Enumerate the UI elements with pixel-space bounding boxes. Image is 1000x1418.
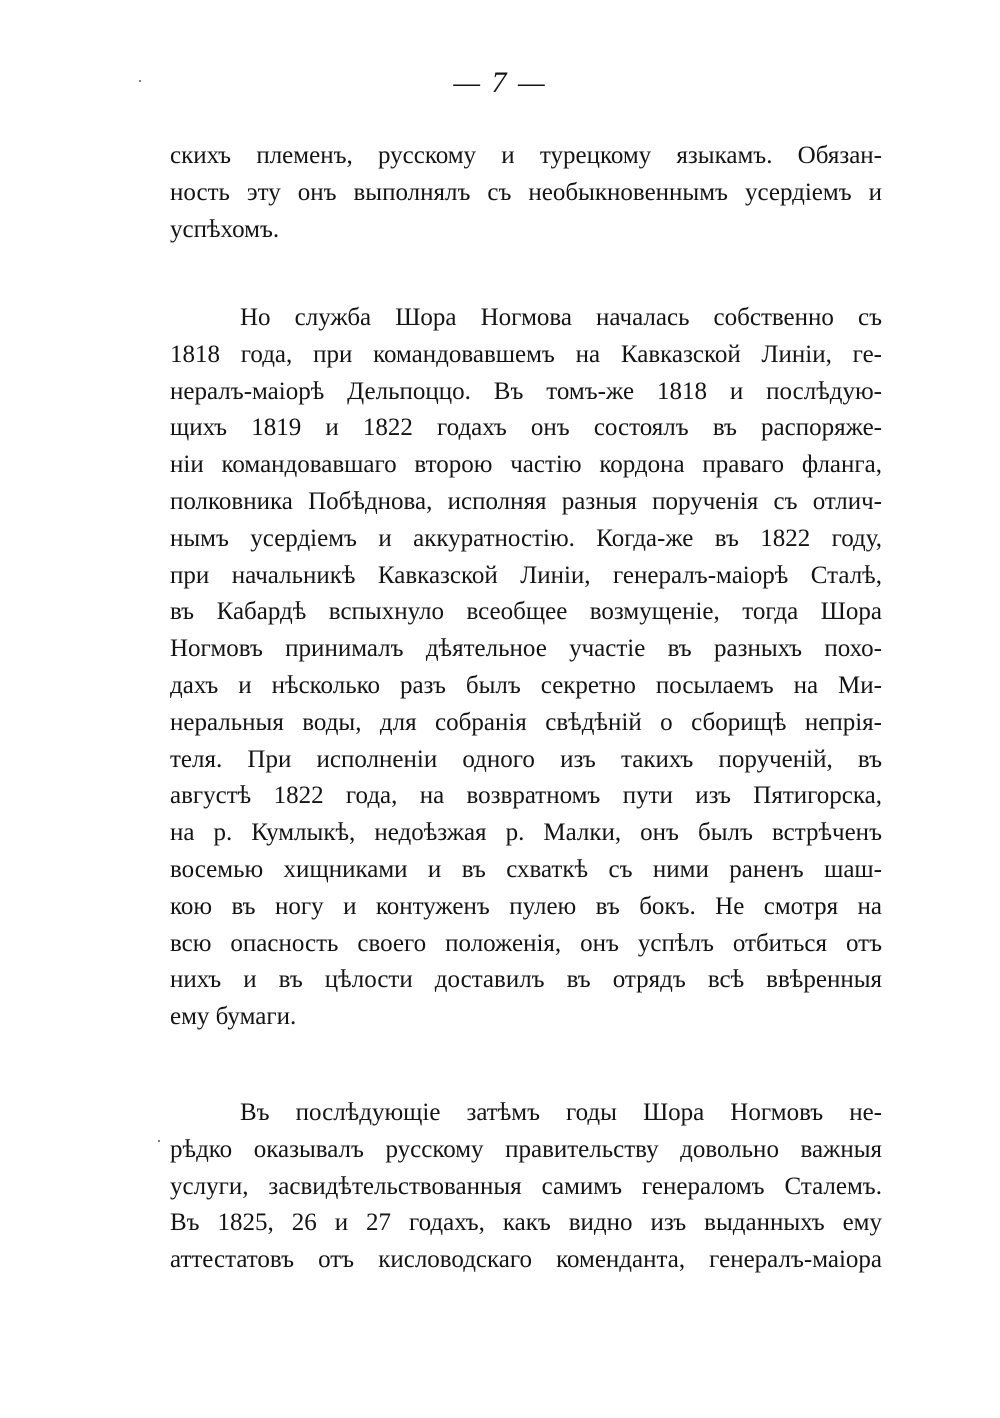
text-line: августѣ 1822 года, на возвратномъ пути изъ Пятигорска, bbox=[170, 782, 882, 810]
text-line: всю опасность своего положенія, онъ успѣлъ отбиться отъ bbox=[170, 929, 882, 957]
text-line: Въ 1825, 26 и 27 годахъ, какъ видно изъ выданныхъ ему bbox=[170, 1209, 882, 1237]
text-line: кою въ ногу и контуженъ пулею въ бокъ. Не смотря на bbox=[170, 892, 882, 920]
text-line: щихъ 1819 и 1822 годахъ онъ состоялъ въ распоряже- bbox=[170, 414, 882, 442]
text-line: Но служба Шора Ногмова началась собственно съ bbox=[240, 304, 882, 331]
text-line: рѣдко оказывалъ русскому правительству довольно важныя bbox=[170, 1135, 882, 1163]
text-line: скихъ племенъ, русскому и турецкому языкамъ. Обязан- bbox=[170, 142, 882, 169]
page-number: — 7 — bbox=[453, 66, 547, 99]
text-line: 1818 года, при командовавшемъ на Кавказской Линіи, ге- bbox=[170, 340, 882, 368]
text-line: ность эту онъ выполнялъ съ необыкновеннымъ усердіемъ и bbox=[170, 178, 882, 206]
text-line: въ Кабардѣ вспыхнуло всеобщее возмущеніе, тогда Шора bbox=[170, 598, 882, 626]
paragraph-2 bbox=[170, 300, 882, 1036]
text-line: полковника Побѣднова, исполняя разныя порученія съ отлич- bbox=[170, 487, 882, 515]
text-line: теля. При исполненіи одного изъ такихъ порученій, въ bbox=[170, 745, 882, 773]
text-line: услуги, засвидѣтельствованныя самимъ генераломъ Сталемъ. bbox=[170, 1172, 882, 1200]
paragraph-1 bbox=[170, 138, 882, 248]
text-line: аттестатовъ отъ кисловодскаго коменданта, генералъ-маіора bbox=[170, 1246, 882, 1274]
text-line: дахъ и нѣсколько разъ былъ секретно посылаемъ на Ми- bbox=[170, 671, 882, 699]
text-line: Ногмовъ принималъ дѣятельное участіе въ разныхъ похо- bbox=[170, 635, 882, 663]
paragraph-3 bbox=[170, 1095, 882, 1279]
text-line: ніи командовавшаго второю частію кордона праваго фланга, bbox=[170, 451, 882, 479]
text-line: Въ послѣдующіе затѣмъ годы Шора Ногмовъ не- bbox=[240, 1099, 882, 1126]
text-line: при начальникѣ Кавказской Линіи, генералъ-маіорѣ Сталѣ, bbox=[170, 561, 882, 589]
text-line: нералъ-маіорѣ Дельпоццо. Въ томъ-же 1818 и послѣдую- bbox=[170, 377, 882, 405]
print-speck bbox=[158, 1140, 160, 1142]
text-line: неральныя воды, для собранія свѣдѣній о сборищѣ непрія- bbox=[170, 708, 882, 736]
text-line: на р. Кумлыкѣ, недоѣзжая р. Малки, онъ былъ встрѣченъ bbox=[170, 819, 882, 847]
text-line: ему бумаги. bbox=[170, 1003, 297, 1031]
text-line: успѣхомъ. bbox=[170, 215, 280, 243]
text-line: восемью хищниками и въ схваткѣ съ ними раненъ шаш- bbox=[170, 855, 882, 883]
text-line: нихъ и въ цѣлости доставилъ въ отрядъ всѣ ввѣренныя bbox=[170, 966, 882, 994]
text-line: нымъ усердіемъ и аккуратностію. Когда-же въ 1822 году, bbox=[170, 524, 882, 552]
